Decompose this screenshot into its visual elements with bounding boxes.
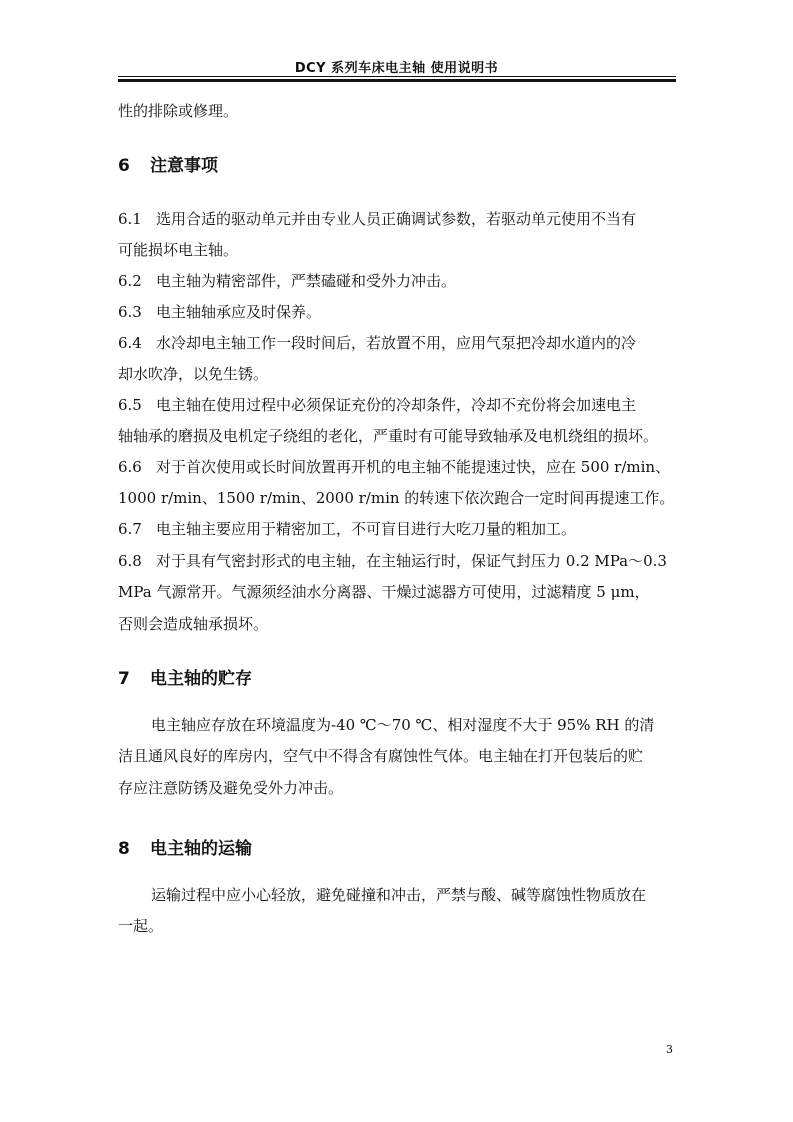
- item-6-8-number: 6.8: [118, 552, 142, 570]
- section-6-number: 6: [118, 156, 130, 176]
- item-6-4-line-1: [118, 333, 678, 353]
- page-header-title: DCY 系列车床电主轴 使用说明书: [294, 61, 499, 76]
- section-7-line-3: 存应注意防锈及避免受外力冲击。: [118, 779, 344, 797]
- section-7-heading: [118, 668, 252, 690]
- item-6-1-line-1: [118, 209, 678, 229]
- section-8-heading: [118, 838, 252, 860]
- item-6-2-line-1: [118, 271, 678, 291]
- item-6-4-line-2: 却水吹净，以免生锈。: [118, 365, 269, 383]
- item-6-1-text: 选用合适的驱动单元并由专业人员正确调试参数，若驱动单元使用不当有: [156, 210, 637, 228]
- header-rule-thick: [118, 79, 676, 82]
- intro-line: 性的排除或修理。: [118, 102, 239, 120]
- header-rule-thin: [118, 76, 676, 77]
- item-6-8-line-1: [118, 551, 678, 571]
- section-7-title: 电主轴的贮存: [150, 669, 252, 689]
- item-6-3-text: 电主轴轴承应及时保养。: [156, 303, 322, 321]
- item-6-7-text: 电主轴主要应用于精密加工，不可盲目进行大吃刀量的粗加工。: [156, 520, 577, 538]
- item-6-4-text: 水冷却电主轴工作一段时间后，若放置不用，应用气泵把冷却水道内的冷: [156, 334, 637, 352]
- section-8-title: 电主轴的运输: [150, 839, 252, 859]
- item-6-1-number: 6.1: [118, 210, 142, 228]
- item-6-6-number: 6.6: [118, 458, 142, 476]
- item-6-6-line-1: [118, 457, 678, 477]
- section-6-heading: [118, 155, 218, 177]
- section-8-number: 8: [118, 839, 130, 859]
- section-8-line-2: 一起。: [118, 917, 164, 935]
- item-6-8-line-2: MPa 气源常开。气源须经油水分离器、干燥过滤器方可使用，过滤精度 5 μm，: [118, 583, 650, 601]
- item-6-5-line-1: [118, 395, 678, 415]
- item-6-6-text: 对于首次使用或长时间放置再开机的电主轴不能提速过快，应在 500 r/min、: [156, 458, 671, 476]
- item-6-8-line-3: 否则会造成轴承损坏。: [118, 615, 269, 633]
- section-6-title: 注意事项: [150, 156, 218, 176]
- section-7-line-1: 电主轴应存放在环境温度为-40 ℃～70 ℃、相对湿度不大于 95% RH 的清: [151, 716, 655, 734]
- item-6-5-text: 电主轴在使用过程中必须保证充份的冷却条件，冷却不充份将会加速电主: [156, 396, 637, 414]
- item-6-2-text: 电主轴为精密部件，严禁磕碰和受外力冲击。: [156, 272, 457, 290]
- item-6-2-number: 6.2: [118, 272, 142, 290]
- section-7-number: 7: [118, 669, 130, 689]
- item-6-7-line-1: [118, 519, 678, 539]
- item-6-5-line-2: 轴轴承的磨损及电机定子绕组的老化，严重时有可能导致轴承及电机绕组的损坏。: [118, 427, 659, 445]
- item-6-1-line-2: 可能损坏电主轴。: [118, 241, 239, 259]
- item-6-6-line-2: 1000 r/min、1500 r/min、2000 r/min 的转速下依次跑合一定时间再提速工作。: [118, 489, 675, 507]
- section-7-line-2: 洁且通风良好的库房内，空气中不得含有腐蚀性气体。电主轴在打开包装后的贮: [118, 747, 644, 765]
- item-6-3-line-1: [118, 302, 678, 322]
- item-6-7-number: 6.7: [118, 520, 142, 538]
- item-6-8-text: 对于具有气密封形式的电主轴，在主轴运行时，保证气封压力 0.2 MPa～0.3: [156, 552, 667, 570]
- item-6-4-number: 6.4: [118, 334, 142, 352]
- page-number: 3: [666, 1043, 673, 1056]
- item-6-5-number: 6.5: [118, 396, 142, 414]
- item-6-3-number: 6.3: [118, 303, 142, 321]
- section-8-line-1: 运输过程中应小心轻放，避免碰撞和冲击，严禁与酸、碱等腐蚀性物质放在: [151, 886, 647, 904]
